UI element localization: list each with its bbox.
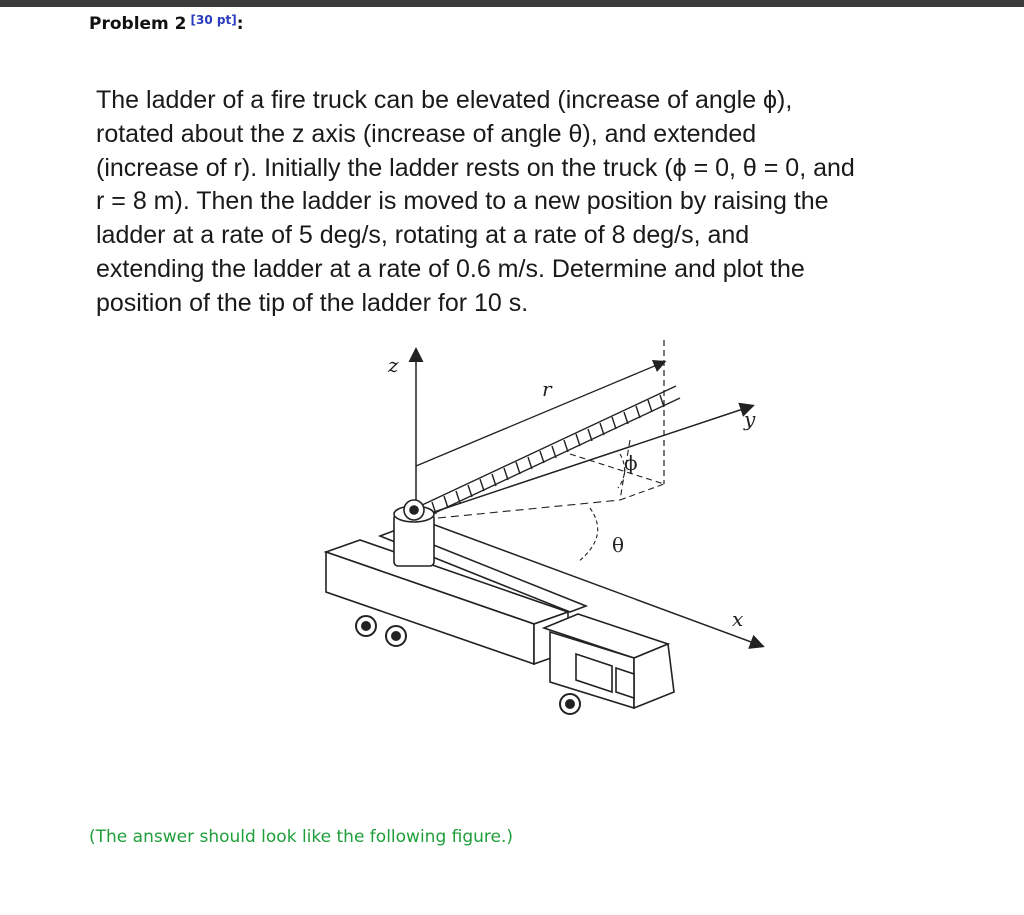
r-label: r	[542, 377, 552, 401]
theta-label: θ	[612, 533, 625, 557]
problem-statement	[96, 84, 996, 321]
problem-line: extending the ladder at a rate of 0.6 m/s. Determine and plot the	[96, 254, 805, 283]
y-axis-line	[416, 406, 752, 518]
problem-line: (increase of r). Initially the ladder rests on the truck (ϕ = 0, θ = 0, and	[96, 153, 855, 182]
x-axis-label: x	[732, 607, 744, 631]
top-bar	[0, 0, 1024, 7]
y-axis-label: y	[744, 407, 756, 431]
z-axis-label: z	[388, 353, 399, 377]
phi-label: ϕ	[624, 451, 638, 475]
problem-title: Problem 2	[89, 14, 187, 34]
problem-heading	[89, 13, 244, 34]
truck	[326, 500, 674, 708]
problem-line: rotated about the z axis (increase of angle θ), and extended	[96, 119, 757, 148]
fire-truck-ladder-figure	[320, 336, 780, 726]
problem-line: ladder at a rate of 5 deg/s, rotating at a rate of 8 deg/s, and	[96, 221, 750, 250]
ladder	[420, 386, 680, 518]
problem-line: The ladder of a fire truck can be elevated (increase of angle ϕ),	[96, 86, 793, 114]
answer-note: (The answer should look like the following figure.)	[89, 827, 514, 847]
problem-line: r = 8 m). Then the ladder is moved to a new position by raising the	[96, 187, 829, 216]
heading-colon: :	[236, 14, 244, 34]
problem-line: position of the tip of the ladder for 10 s.	[96, 288, 529, 317]
points-badge: [30 pt]	[190, 13, 237, 27]
